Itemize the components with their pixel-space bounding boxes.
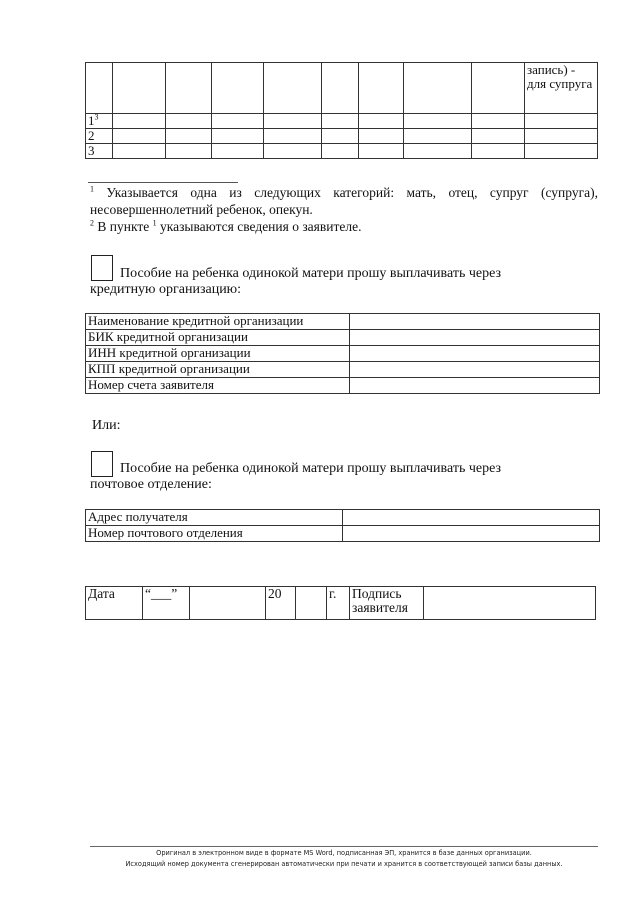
date-signature-table [85, 586, 596, 620]
table-row [86, 587, 596, 620]
kpp-field[interactable] [350, 362, 600, 378]
post-details-table [85, 509, 600, 542]
table-row [86, 330, 600, 346]
page-footer [90, 848, 598, 870]
bik-label: БИК кредитной организации [86, 330, 350, 346]
post-office-number-label: Номер почтового отделения [86, 526, 343, 542]
bik-field[interactable] [350, 330, 600, 346]
table-row [86, 144, 598, 159]
footer-line-2: Исходящий номер документа сгенерирован автоматически при печати и хранится в соответствующей записи базы данных. [125, 860, 563, 868]
account-number-label: Номер счета заявителя [86, 378, 350, 394]
year-suffix: г. [327, 587, 350, 620]
table-row [86, 346, 600, 362]
members-table [85, 62, 598, 159]
year-field[interactable] [296, 587, 327, 620]
row-number: $1^3$ [86, 114, 113, 129]
footer-divider [90, 846, 598, 847]
table-row [86, 314, 600, 330]
row-number: 3 [86, 144, 113, 159]
inn-label: ИНН кредитной организации [86, 346, 350, 362]
bank-name-field[interactable] [350, 314, 600, 330]
footer-line-1: Оригинал в электронном виде в формате MS Word, подписанная ЭП, хранится в базе данных организации. [156, 849, 532, 857]
table-row [86, 378, 600, 394]
recipient-address-label: Адрес получателя [86, 510, 343, 526]
month-field[interactable] [190, 587, 266, 620]
table-row [86, 526, 600, 542]
post-option-text: Пособие на ребенка одинокой матери прошу выплачивать через почтовое отделение: [90, 461, 502, 492]
footnote-2: $^2$ В пункте $^1$ указываются сведения о заявителе. [90, 218, 362, 234]
table-row [86, 129, 598, 144]
or-text: Или: [92, 418, 121, 433]
signature-label: Подпись заявителя [350, 587, 424, 620]
header-cell-spouse: запись) - для супруга [525, 63, 598, 114]
footnote-divider [88, 182, 238, 183]
footnotes [90, 184, 598, 235]
date-label: Дата [86, 587, 143, 620]
table-row [86, 114, 598, 129]
day-field[interactable]: “___” [143, 587, 190, 620]
table-row [86, 510, 600, 526]
recipient-address-field[interactable] [343, 510, 600, 526]
bank-details-table [85, 313, 600, 394]
year-prefix: 20 [266, 587, 296, 620]
table-header-row [86, 63, 598, 114]
bank-option-text: Пособие на ребенка одинокой матери прошу выплачивать через кредитную организацию: [90, 266, 502, 297]
table-row [86, 362, 600, 378]
row-number: 2 [86, 129, 113, 144]
kpp-label: КПП кредитной организации [86, 362, 350, 378]
footnote-1: $^1$ Указывается одна из следующих категорий: мать, отец, супруг (супруга), несовершеннолетний ребенок, опекун. [90, 184, 599, 217]
account-number-field[interactable] [350, 378, 600, 394]
bank-name-label: Наименование кредитной организации [86, 314, 350, 330]
signature-field[interactable] [424, 587, 596, 620]
inn-field[interactable] [350, 346, 600, 362]
post-office-number-field[interactable] [343, 526, 600, 542]
